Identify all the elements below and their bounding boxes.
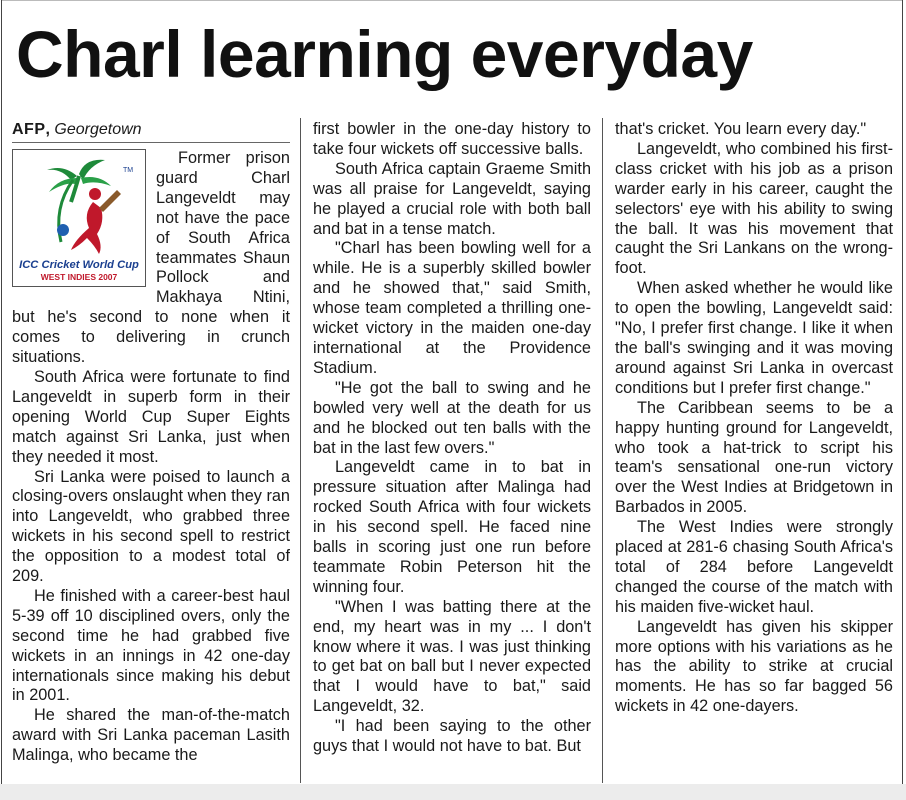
page-left-border	[1, 0, 2, 790]
article-paragraph: South Africa were fortunate to find Langeveldt in superb form in their opening World Cup Super Eights match against Sri Lanka, just when they needed it most.	[12, 367, 290, 466]
logo-title: ICC Cricket World Cup	[19, 259, 139, 271]
article-column-2	[313, 120, 591, 785]
column-rule	[602, 118, 603, 783]
dateline-location: Georgetown	[54, 121, 142, 138]
article-paragraph: "He got the ball to swing and he bowled very well at the death for us and he blocked out ten balls with the bat in the last few overs."	[313, 378, 591, 457]
article-paragraph: Sri Lanka were poised to launch a closing-overs onslaught when they ran into Langeveldt, who grabbed three wickets in his second spell to restrict the opposition to a modest total of 209.	[12, 467, 290, 586]
article-paragraph: When asked whether he would like to open the bowling, Langeveldt said: "No, I prefer first change. I like it when the ball's swinging and it was moving around against Sri Lanka in overcast conditions but I prefer first change."	[615, 279, 893, 397]
palm-tree-icon	[47, 160, 111, 242]
article-column-3	[615, 120, 893, 785]
batsman-icon	[71, 188, 121, 254]
dateline-rule	[12, 142, 290, 143]
article-paragraph: Langeveldt came in to bat in pressure situation after Malinga had rocked South Africa with four wickets in his second spell. He faced nine balls in scoring just one run before teammate Robin Peterson hit the winning four.	[313, 458, 591, 596]
headline: Charl learning everyday	[16, 17, 753, 91]
dateline	[12, 120, 290, 139]
column-rule	[300, 118, 301, 783]
dateline-separator: ,	[45, 121, 50, 138]
article-paragraph: first bowler in the one-day history to take four wickets off successive balls.	[313, 120, 591, 158]
article-paragraph: South Africa captain Graeme Smith was all praise for Langeveldt, saying he played a crucial role with both ball and bat in a tense match.	[313, 159, 591, 238]
ball-icon	[57, 224, 69, 236]
article-column-1	[12, 120, 290, 785]
article-paragraph: He shared the man-of-the-match award with Sri Lanka paceman Lasith Malinga, who became the	[12, 706, 290, 765]
article-paragraph: The West Indies were strongly placed at 281-6 chasing South Africa's total of 284 before Langeveldt changed the course of the match with his maiden five-wicket haul.	[615, 518, 893, 616]
page-top-border	[1, 0, 903, 1]
article-paragraph: The Caribbean seems to be a happy hunting ground for Langeveldt, who took a hat-trick to script his team's sensational one-run victory over the West Indies at Bridgetown in Barbados in 2005.	[615, 398, 893, 517]
page-bottom-band	[0, 784, 906, 800]
article-paragraph: Langeveldt, who combined his first-class cricket with his job as a prison warder early in his career, caught the selectors' eye with his ability to swing the ball. It was his movement that caught the Sri Lankans on the wrong-foot.	[615, 139, 893, 278]
logo-subtitle: WEST INDIES 2007	[40, 272, 118, 282]
icc-logo-graphic	[13, 150, 145, 286]
article-paragraph: that's cricket. You learn every day."	[615, 120, 867, 138]
article-paragraph: Former prison guard Charl Langeveldt may not have the pace of South Africa teammates Shaun Pollock and Makhaya Ntini, but he's second to none when it comes to delivering in crunch situations.	[12, 149, 290, 367]
article-paragraph: "Charl has been bowling well for a while. He is a superbly skilled bowler and he showed that," said Smith, whose team completed a thrilling one-wicket victory in the maiden one-day international at the Providence Stadium.	[313, 239, 591, 377]
icc-world-cup-logo	[12, 149, 146, 287]
article-paragraph: Langeveldt has given his skipper more options with his variations as he has the ability to strike at crucial moments. He has so far bagged 56 wickets in 42 one-dayers.	[615, 617, 893, 716]
agency-credit: AFP	[12, 121, 46, 138]
article-paragraph: "When I was batting there at the end, my heart was in my ... I don't know where it was. I was just thinking to get bat on ball but I never expected that I would have to bat," said Langeveldt, 32.	[313, 597, 591, 716]
article-paragraph: "I had been saying to the other guys that I would not have to bat. But	[313, 717, 591, 756]
page-right-border	[902, 0, 903, 790]
trademark: TM	[123, 167, 134, 174]
article-paragraph: He finished with a career-best haul 5-39 off 10 disciplined overs, only the second time he had grabbed five wickets in an innings in 42 one-day internationals since making his debut in 2001.	[12, 586, 290, 705]
